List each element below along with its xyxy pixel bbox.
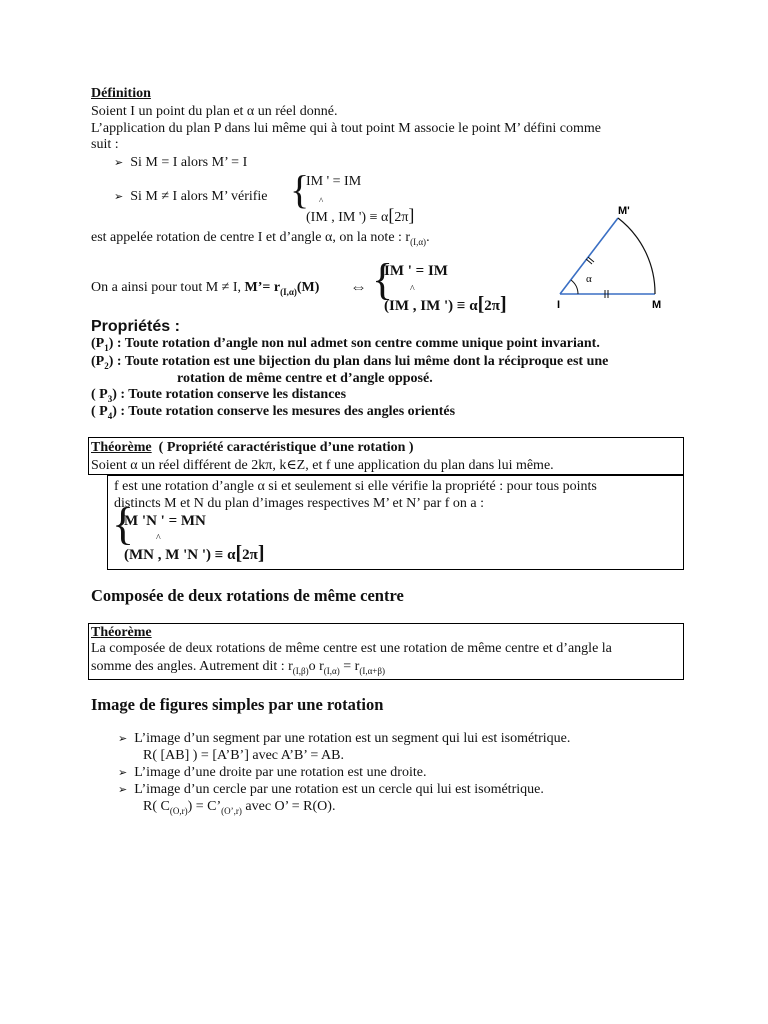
- p2-sub: 2: [104, 360, 109, 371]
- p4-sub: 4: [107, 410, 113, 421]
- theorem2-sub2: (I,α): [323, 665, 340, 676]
- theorem2-line1: La composée de deux rotations de même centre est une rotation de même centre et d’angle la: [91, 641, 612, 656]
- label-alpha: α: [586, 273, 592, 285]
- case2-brace: {: [290, 167, 310, 212]
- definition-line3: suit :: [91, 137, 119, 152]
- consequence-eq2-mod: 2π: [484, 298, 500, 314]
- property-p1: $(P_1)$ : Toute rotation d’angle non nul admet son centre comme unique point invariant.: [91, 336, 600, 353]
- definition-line1: Soient I un point du plan et α un réel donné.: [91, 104, 338, 119]
- item3-formula-b: ) = C’: [187, 799, 222, 814]
- case2-eq2-mod: 2π: [394, 210, 409, 225]
- theorem1-eq2: (MN , M 'N ') ≡ α[2π]: [124, 542, 265, 564]
- theorem2-line2-b: o r: [308, 659, 324, 674]
- properties-title: Propriétés :: [91, 318, 180, 335]
- theorem1-title: Théorème: [91, 440, 152, 455]
- theorem1-body1: f est une rotation d’angle α si et seulement si elle vérifie la propriété : pour tous points: [114, 479, 597, 494]
- arrow-bullet-icon: ➢: [114, 191, 124, 203]
- consequence-formula: [245, 280, 320, 295]
- case1-text: Si M = I alors M’ = I: [130, 155, 248, 170]
- image-item2-text: L’image d’une droite par une rotation est une droite.: [134, 765, 427, 780]
- definition-name: [91, 230, 430, 247]
- item3-formula-a: R( C: [143, 799, 170, 814]
- theorem1-subtitle: ( Propriété caractéristique d’une rotation ): [158, 440, 414, 455]
- equivalence-symbol: ⇔: [350, 277, 367, 296]
- case2-hat: ^: [319, 196, 324, 206]
- item3-formula-c: avec O’ = R(O).: [241, 799, 336, 814]
- theorem1-hat: ^: [156, 533, 161, 544]
- p1-text: ) : Toute rotation d’angle non nul admet son centre comme unique point invariant.: [108, 336, 600, 351]
- arrow-bullet-icon: ➢: [114, 157, 124, 169]
- case2-item: [114, 189, 268, 205]
- theorem1-heading: [91, 440, 414, 456]
- p2-text: ) : Toute rotation est une bijection du plan dans lui même dont la réciproque est une: [108, 354, 609, 369]
- angle-arc: [571, 280, 578, 294]
- definition-title: Définition: [91, 86, 151, 101]
- case2-eq2-left: (IM , IM ') ≡ α: [306, 210, 389, 225]
- section-composition-title: Composée de deux rotations de même centre: [91, 586, 404, 605]
- consequence-text: On a ainsi pour tout M ≠ I,: [91, 280, 242, 295]
- theorem2-sub3: (I,α+β): [359, 665, 385, 676]
- definition-name-sub: (I,α): [410, 236, 427, 247]
- consequence-eq1: IM ' = IM: [384, 263, 448, 279]
- theorem2-line2: [91, 659, 385, 676]
- property-p3: ( $P_3$) : Toute rotation conserve les distances: [91, 387, 347, 404]
- consequence-eq2: (IM , IM ') ≡ α[2π]: [384, 293, 507, 315]
- consequence-line: [91, 280, 319, 297]
- definition-name-end: .: [426, 230, 430, 245]
- p3-sub: 3: [107, 393, 113, 404]
- theorem2-sub1: (I,β): [292, 665, 309, 676]
- p4-label: P: [99, 404, 108, 419]
- image-item-circle: [118, 782, 544, 798]
- case2-eq2: (IM , IM ') ≡ α[2π]: [306, 205, 415, 225]
- label-m: M: [652, 299, 662, 311]
- label-m-prime: M': [618, 205, 630, 217]
- image-item1-text: L’image d’un segment par une rotation est un segment qui lui est isométrique.: [134, 731, 571, 746]
- item3-sub2: (O’,r): [221, 805, 242, 816]
- arrow-bullet-icon: ➢: [118, 733, 128, 745]
- consequence-formula-end: (M): [296, 280, 320, 295]
- arc-mm-prime: [618, 218, 655, 294]
- image-item3-text: L’image d’un cercle par une rotation est un cercle qui lui est isométrique.: [134, 782, 544, 797]
- property-p2-cont: rotation de même centre et d’angle opposé.: [177, 371, 433, 386]
- theorem1-hypothesis: Soient α un réel différent de 2kπ, k∈Z, et f une application du plan dans lui même.: [91, 458, 554, 473]
- theorem2-line2-a: somme des angles. Autrement dit : r: [91, 659, 293, 674]
- definition-name-text: est appelée rotation de centre I et d’angle α, on la note : r: [91, 230, 411, 245]
- consequence-eq2-left: (IM , IM ') ≡ α: [384, 298, 478, 314]
- rotation-figure: [548, 202, 678, 314]
- consequence-hat: ^: [410, 284, 415, 295]
- p4-text: ) : Toute rotation conserve les mesures des angles orientés: [112, 404, 456, 419]
- case2-intro: Si M ≠ I alors M’ vérifie: [130, 189, 268, 204]
- arrow-bullet-icon: ➢: [118, 784, 128, 796]
- theorem1-eq1: M 'N ' = MN: [124, 513, 206, 529]
- consequence-formula-main: M’= r: [244, 280, 281, 295]
- item3-sub1: (O,r): [169, 805, 188, 816]
- image-item-line: [118, 765, 426, 781]
- p1-label: P: [95, 336, 105, 351]
- property-p2: $(P_2)$ : Toute rotation est une bijection du plan dans lui même dont la réciproque est une: [91, 354, 609, 371]
- image-item-segment: [118, 731, 570, 747]
- consequence-formula-sub: (I,α): [280, 286, 297, 297]
- consequence-brace: {: [372, 255, 394, 304]
- theorem1-brace: {: [112, 498, 135, 549]
- p3-text: ) : Toute rotation conserve les distances: [112, 387, 347, 402]
- theorem1-body2: distincts M et N du plan d’images respectives M’ et N’ par f on a :: [114, 496, 484, 511]
- theorem2-line2-c: = r: [339, 659, 360, 674]
- theorem1-eq2-mod: 2π: [242, 547, 258, 563]
- p1-sub: 1: [104, 342, 109, 353]
- p2-label: P: [95, 354, 105, 369]
- section-images-title: Image de figures simples par une rotation: [91, 695, 384, 714]
- property-p4: ( $P_4$) : Toute rotation conserve les mesures des angles orientés: [91, 404, 456, 421]
- theorem2-title: Théorème: [91, 625, 152, 640]
- definition-line2: L’application du plan P dans lui même qui à tout point M associe le point M’ défini comme: [91, 121, 602, 136]
- image-item3-formula: [143, 799, 335, 816]
- theorem1-eq2-left: (MN , M 'N ') ≡ α: [124, 547, 236, 563]
- image-item1-formula: R( [AB] ) = [A’B’] avec A’B’ = AB.: [143, 748, 344, 763]
- p3-label: P: [99, 387, 108, 402]
- arrow-bullet-icon: ➢: [118, 767, 128, 779]
- label-i: I: [557, 299, 561, 311]
- case2-eq1: IM ' = IM: [306, 174, 362, 189]
- case1-item: [114, 155, 247, 171]
